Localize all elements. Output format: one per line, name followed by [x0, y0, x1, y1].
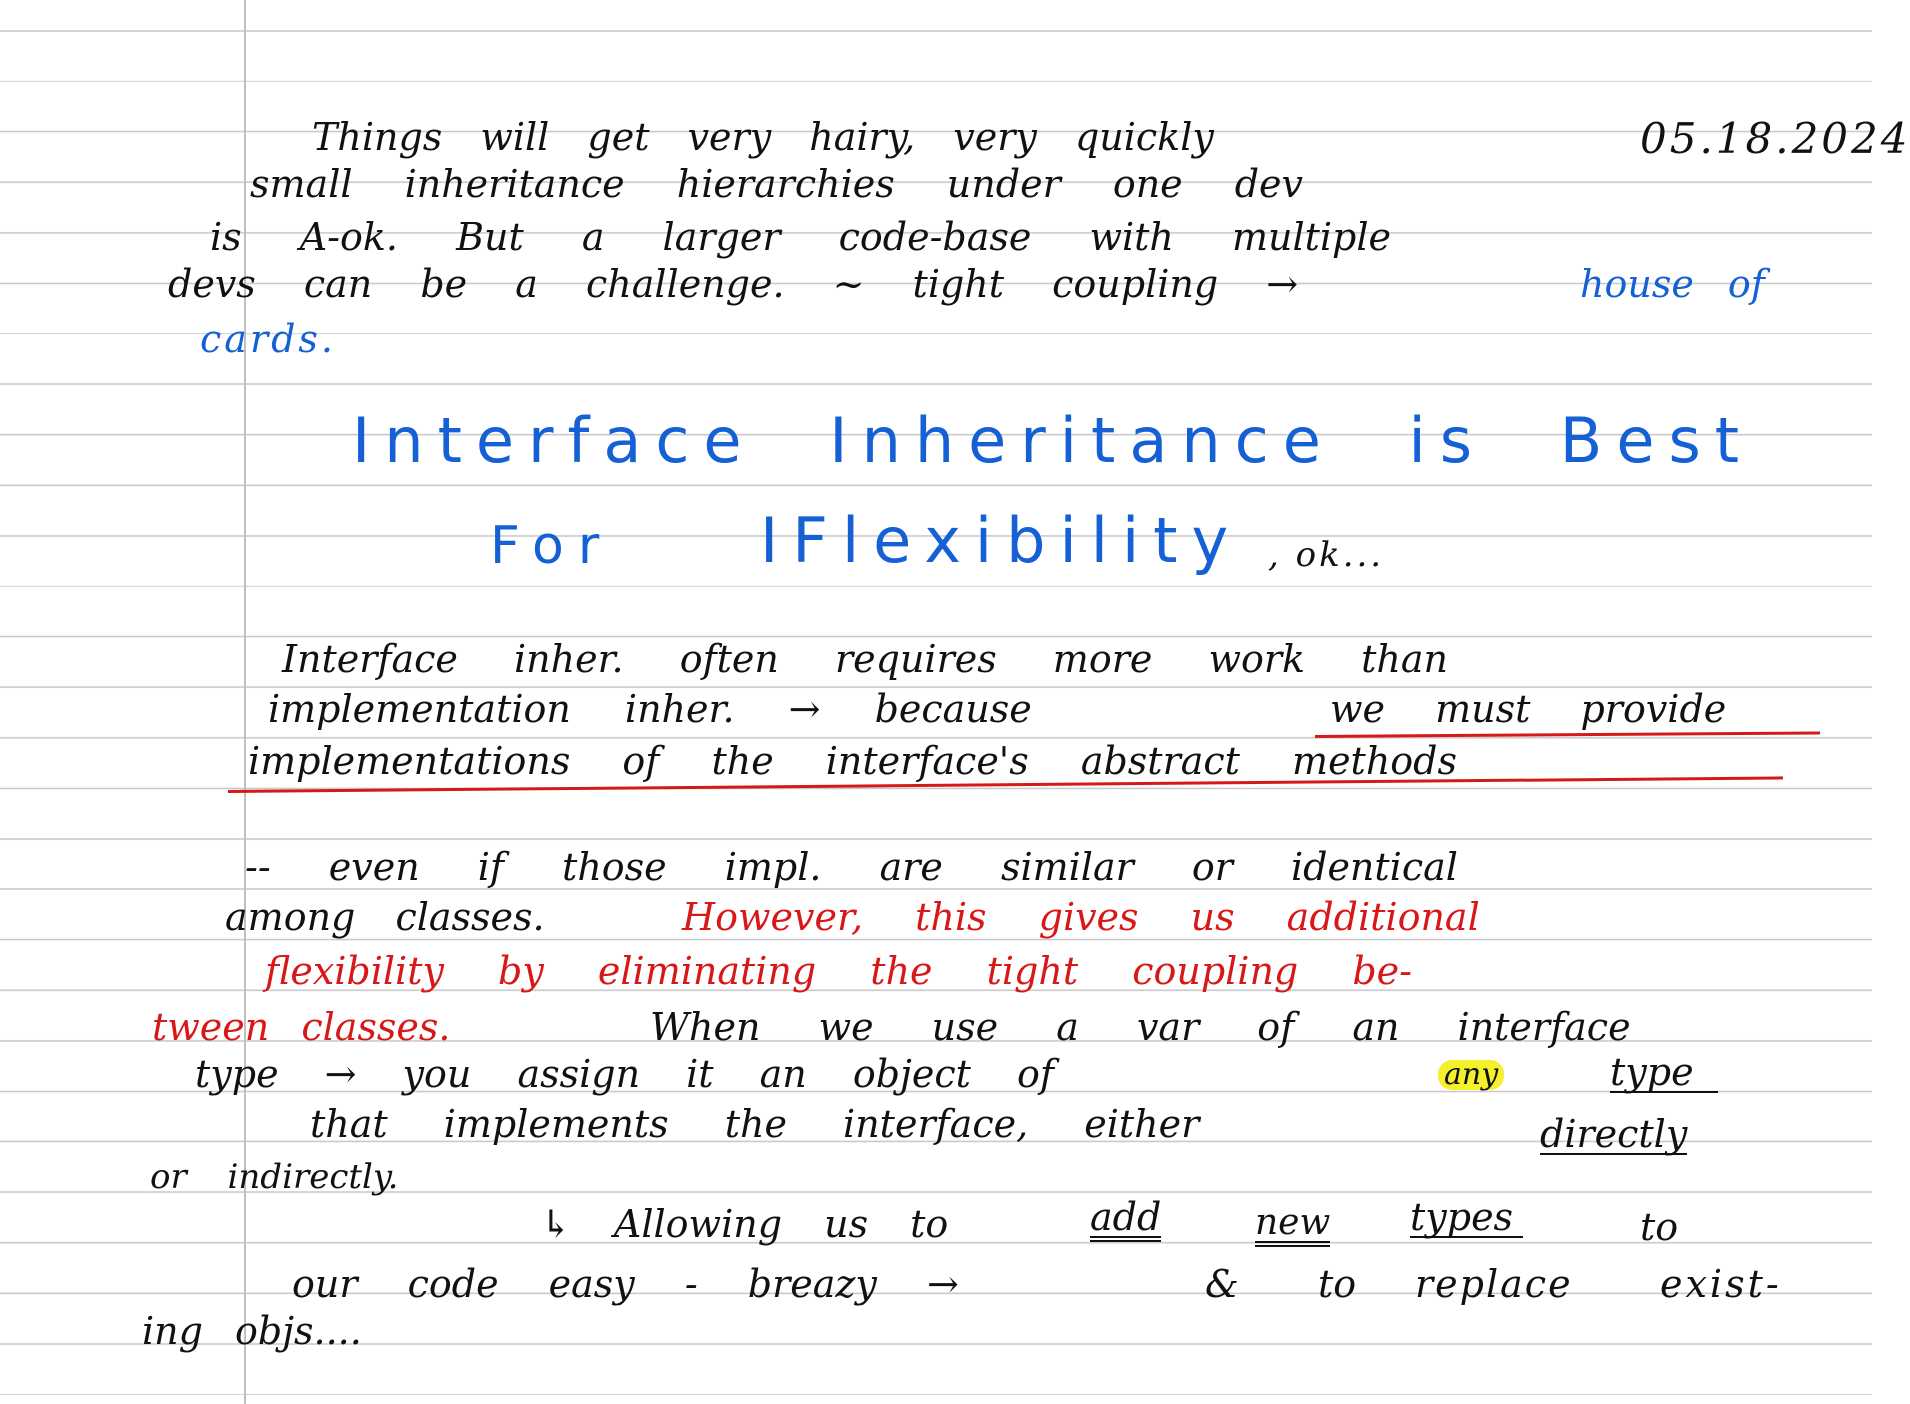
note-date: 05.18.2024 [1640, 114, 1910, 163]
note-house-of: house of [1580, 262, 1765, 306]
para3-line-8a: ↳ Allowing us to [540, 1202, 949, 1246]
word-to: to [1640, 1205, 1679, 1249]
para3-line-9c: to [1318, 1262, 1357, 1306]
para3-line-6a: that implements the interface, either [310, 1102, 1200, 1146]
para3-line-1: -- even if those impl. are similar or identical [245, 845, 1458, 889]
heading-ok: , ok... [1268, 535, 1385, 575]
word-add: add [1090, 1198, 1161, 1242]
para3-line-4a: tween classes. [152, 1005, 451, 1049]
heading-flexibility: IFlexibility [760, 504, 1243, 577]
note-line-1: Things will get very hairy, very quickly [312, 115, 1214, 159]
para3-line-4b: When we use a var of an interface [650, 1005, 1631, 1049]
para3-line-9e: exist- [1660, 1262, 1782, 1306]
word-new: new [1255, 1205, 1330, 1247]
heading-line-1: Interface Inheritance is Best [352, 404, 1754, 477]
note-line-3: is A-ok. But a larger code-base with multiple [210, 215, 1392, 259]
para3-line-6b: directly [1540, 1112, 1688, 1156]
para3-line-9d: replace [1415, 1262, 1573, 1306]
heading-for: For [490, 516, 614, 576]
para3-line-7: or indirectly. [150, 1157, 399, 1197]
para3-line-2b: However, this gives us additional [682, 895, 1480, 939]
word-types: types [1410, 1198, 1523, 1238]
para3-line-3: flexibility by eliminating the tight coupling be- [265, 949, 1412, 993]
note-line-4: devs can be a challenge. ~ tight coupling → [168, 262, 1299, 306]
para2-line-1: Interface inher. often requires more work than [282, 637, 1448, 681]
para3-line-10: ing objs.... [142, 1309, 362, 1353]
para3-line-9b: & [1205, 1262, 1239, 1306]
note-line-2: small inheritance hierarchies under one dev [250, 162, 1304, 206]
highlight-any: any [1438, 1060, 1504, 1090]
para3-line-5c: type [1610, 1053, 1718, 1093]
note-cards: cards. [200, 317, 337, 361]
para3-line-2a: among classes. [225, 895, 545, 939]
para3-line-5a: type → you assign it an object of [195, 1052, 1054, 1096]
para3-line-9a: our code easy - breazy → [292, 1262, 959, 1306]
para2-line-3: implementations of the interface's abstract methods [248, 739, 1458, 783]
para2-line-2b: we must provide [1330, 687, 1727, 731]
para2-line-2a: implementation inher. → because [268, 687, 1032, 731]
